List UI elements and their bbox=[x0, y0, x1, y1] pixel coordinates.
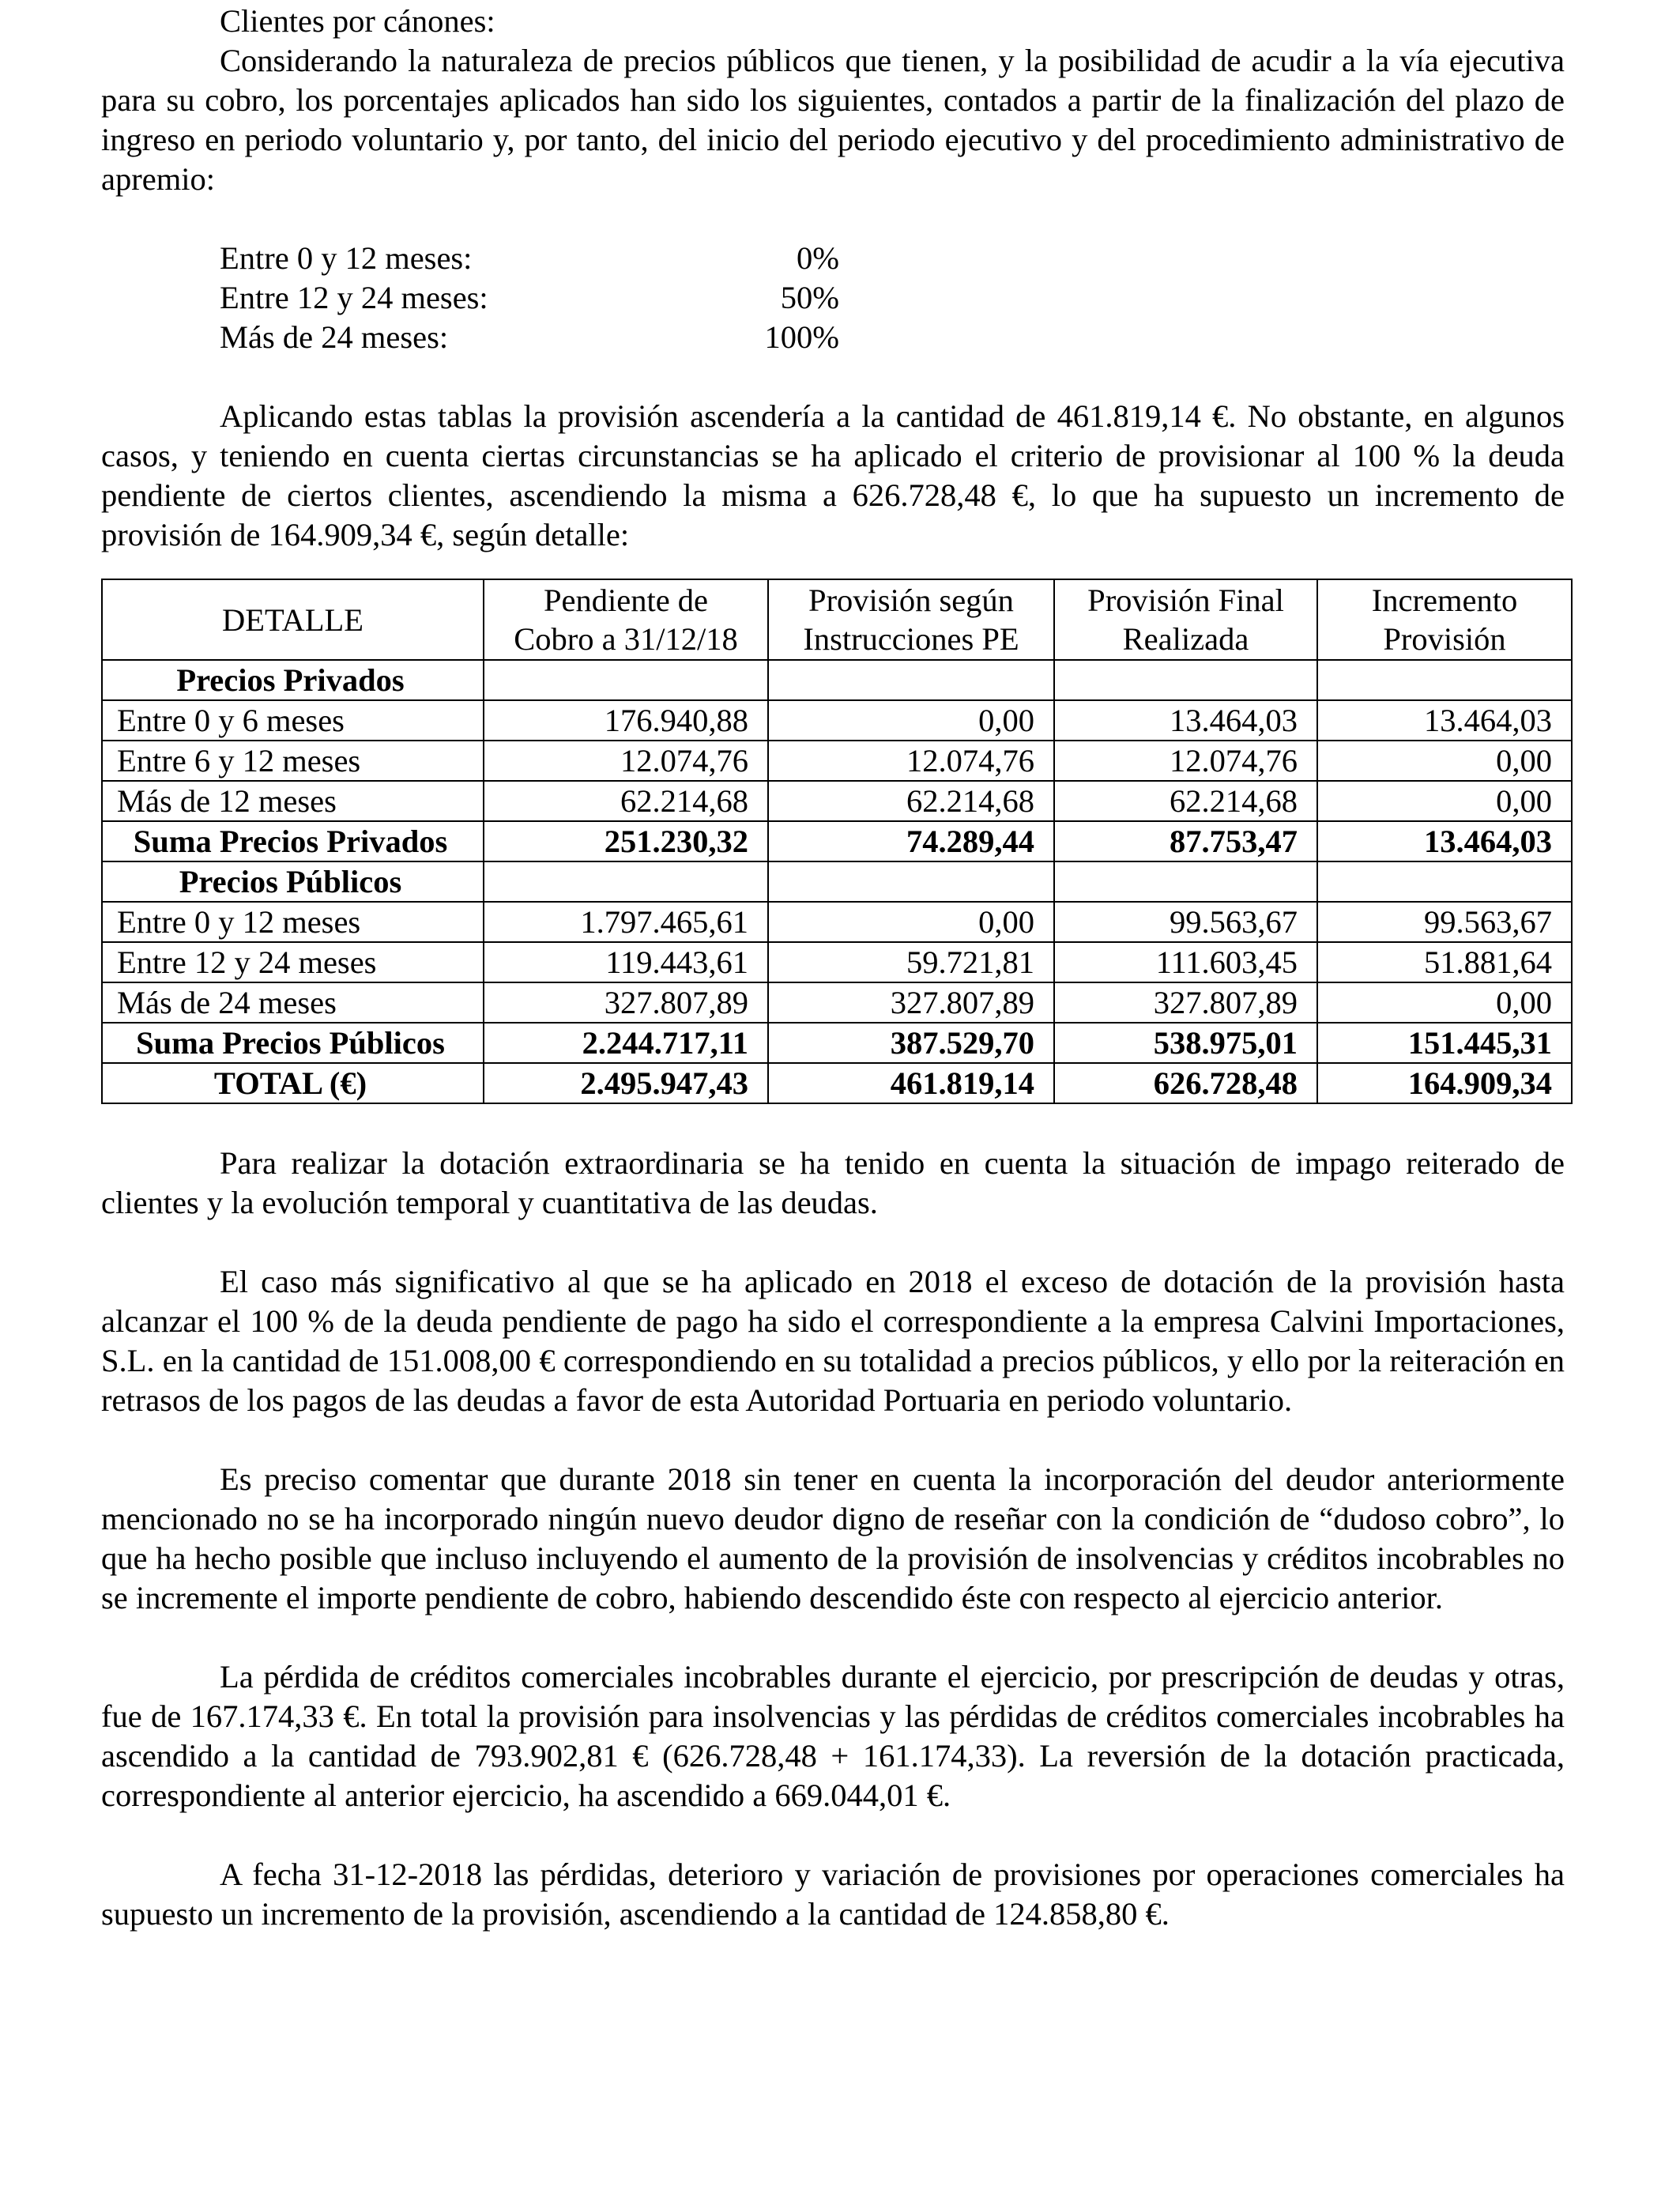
cell-value: 62.214,68 bbox=[768, 781, 1054, 821]
paragraph-calvini: El caso más significativo al que se ha aplicado en 2018 el exceso de dotación de la provisión hasta alcanzar el 100 % de la deuda pendiente de pago ha sido el correspondiente a la empresa Calvini Importaciones, S.L. en la cantidad de 151.008,00 € correspondiendo en su totalidad a precios públicos, y ello por la reiteración en retrasos de los pagos de las deudas a favor de esta Autoridad Portuaria en periodo voluntario. bbox=[101, 1264, 1565, 1418]
paragraph-dudoso-cobro: Es preciso comentar que durante 2018 sin tener en cuenta la incorporación del deudor anteriormente mencionado no se ha incorporado ningún nuevo deudor digno de reseñar con la condición de “dudoso cobro”, lo que ha hecho posible que incluso incluyendo el aumento de la provisión de insolvencias y créditos incobrables no se incremente el importe pendiente de cobro, habiendo descendido éste con respecto al ejercicio anterior. bbox=[101, 1461, 1565, 1615]
cell-value: 99.563,67 bbox=[1317, 902, 1572, 942]
section-heading: Clientes por cánones: bbox=[220, 3, 495, 39]
percentage-row bbox=[220, 239, 839, 278]
row-label: Entre 6 y 12 meses bbox=[102, 741, 484, 781]
cell-value: 327.807,89 bbox=[768, 982, 1054, 1023]
subtotal-value: 387.529,70 bbox=[768, 1023, 1054, 1063]
table-row bbox=[102, 781, 1572, 821]
cell-value: 0,00 bbox=[1317, 982, 1572, 1023]
percentage-value: 0% bbox=[797, 240, 839, 276]
cell-value: 0,00 bbox=[1317, 741, 1572, 781]
percentage-row bbox=[220, 318, 839, 357]
subtotal-row bbox=[102, 821, 1572, 861]
total-value: 626.728,48 bbox=[1054, 1063, 1317, 1103]
subtotal-value: 74.289,44 bbox=[768, 821, 1054, 861]
subtotal-value: 2.244.717,11 bbox=[484, 1023, 768, 1063]
cell-value: 12.074,76 bbox=[1054, 741, 1317, 781]
subtotal-value: 13.464,03 bbox=[1317, 821, 1572, 861]
section-title: Precios Privados bbox=[102, 660, 484, 700]
percentage-table bbox=[220, 239, 839, 357]
percentage-row bbox=[220, 278, 839, 318]
cell-value: 62.214,68 bbox=[1054, 781, 1317, 821]
column-header-provision-final: Provisión Final Realizada bbox=[1054, 579, 1317, 660]
provision-paragraph: Aplicando estas tablas la provisión ascendería a la cantidad de 461.819,14 €. No obstante, en algunos casos, y teniendo en cuenta ciertas circunstancias se ha aplicado el criterio de provisionar al 100 % la deuda pendiente de ciertos clientes, ascendiendo la misma a 626.728,48 €, lo que ha supuesto un incremento de provisión de 164.909,34 €, según detalle: bbox=[101, 398, 1565, 552]
cell-value: 62.214,68 bbox=[484, 781, 768, 821]
document-page bbox=[101, 0, 1565, 1934]
provision-detail-table bbox=[101, 579, 1573, 1104]
row-label: Entre 12 y 24 meses bbox=[102, 942, 484, 982]
table-row bbox=[102, 982, 1572, 1023]
column-header-incremento: Incremento Provisión bbox=[1317, 579, 1572, 660]
total-value: 2.495.947,43 bbox=[484, 1063, 768, 1103]
subtotal-label: Suma Precios Públicos bbox=[102, 1023, 484, 1063]
cell-value: 1.797.465,61 bbox=[484, 902, 768, 942]
column-header-pendiente: Pendiente de Cobro a 31/12/18 bbox=[484, 579, 768, 660]
row-label: Entre 0 y 12 meses bbox=[102, 902, 484, 942]
cell-value: 0,00 bbox=[768, 700, 1054, 741]
percentage-label: Más de 24 meses: bbox=[220, 319, 449, 355]
subtotal-label: Suma Precios Privados bbox=[102, 821, 484, 861]
percentage-value: 100% bbox=[764, 319, 839, 355]
percentage-value: 50% bbox=[780, 280, 839, 315]
cell-value: 59.721,81 bbox=[768, 942, 1054, 982]
total-value: 164.909,34 bbox=[1317, 1063, 1572, 1103]
cell-value: 0,00 bbox=[768, 902, 1054, 942]
section-title: Precios Públicos bbox=[102, 861, 484, 902]
total-label: TOTAL (€) bbox=[102, 1063, 484, 1103]
paragraph-fecha: A fecha 31-12-2018 las pérdidas, deterioro y variación de provisiones por operaciones comerciales ha supuesto un incremento de la provisión, ascendiendo a la cantidad de 124.858,80 €. bbox=[101, 1857, 1565, 1932]
row-label: Entre 0 y 6 meses bbox=[102, 700, 484, 741]
cell-value: 327.807,89 bbox=[1054, 982, 1317, 1023]
paragraph-perdida-creditos: La pérdida de créditos comerciales incobrables durante el ejercicio, por prescripción de deudas y otras, fue de 167.174,33 €. En total la provisión para insolvencias y las pérdidas de créditos comerciales incobrables ha ascendido a la cantidad de 793.902,81 € (626.728,48 + 161.174,33). La reversión de la dotación practicada, correspondiente al anterior ejercicio, ha ascendido a 669.044,01 €. bbox=[101, 1659, 1565, 1813]
row-label: Más de 24 meses bbox=[102, 982, 484, 1023]
cell-value: 176.940,88 bbox=[484, 700, 768, 741]
table-row bbox=[102, 902, 1572, 942]
intro-paragraph: Considerando la naturaleza de precios públicos que tienen, y la posibilidad de acudir a la vía ejecutiva para su cobro, los porcentajes aplicados han sido los siguientes, contados a partir de la finalización del plazo de ingreso en periodo voluntario y, por tanto, del inicio del periodo ejecutivo y del procedimiento administrativo de apremio: bbox=[101, 43, 1565, 197]
total-row bbox=[102, 1063, 1572, 1103]
table-row bbox=[102, 741, 1572, 781]
table-row bbox=[102, 700, 1572, 741]
section-title-row bbox=[102, 660, 1572, 700]
paragraph-dotacion: Para realizar la dotación extraordinaria se ha tenido en cuenta la situación de impago reiterado de clientes y la evolución temporal y cuantitativa de las deudas. bbox=[101, 1145, 1565, 1220]
table-row bbox=[102, 942, 1572, 982]
row-label: Más de 12 meses bbox=[102, 781, 484, 821]
subtotal-value: 151.445,31 bbox=[1317, 1023, 1572, 1063]
cell-value: 99.563,67 bbox=[1054, 902, 1317, 942]
cell-value: 12.074,76 bbox=[484, 741, 768, 781]
cell-value: 119.443,61 bbox=[484, 942, 768, 982]
cell-value: 327.807,89 bbox=[484, 982, 768, 1023]
percentage-label: Entre 0 y 12 meses: bbox=[220, 240, 473, 276]
cell-value: 111.603,45 bbox=[1054, 942, 1317, 982]
cell-value: 51.881,64 bbox=[1317, 942, 1572, 982]
table-header-row bbox=[102, 579, 1572, 660]
percentage-label: Entre 12 y 24 meses: bbox=[220, 280, 488, 315]
cell-value: 13.464,03 bbox=[1317, 700, 1572, 741]
cell-value: 13.464,03 bbox=[1054, 700, 1317, 741]
section-title-row bbox=[102, 861, 1572, 902]
cell-value: 12.074,76 bbox=[768, 741, 1054, 781]
column-header-detalle: DETALLE bbox=[102, 579, 484, 660]
subtotal-value: 251.230,32 bbox=[484, 821, 768, 861]
subtotal-value: 87.753,47 bbox=[1054, 821, 1317, 861]
subtotal-value: 538.975,01 bbox=[1054, 1023, 1317, 1063]
total-value: 461.819,14 bbox=[768, 1063, 1054, 1103]
column-header-provision-pe: Provisión según Instrucciones PE bbox=[768, 579, 1054, 660]
cell-value: 0,00 bbox=[1317, 781, 1572, 821]
subtotal-row bbox=[102, 1023, 1572, 1063]
